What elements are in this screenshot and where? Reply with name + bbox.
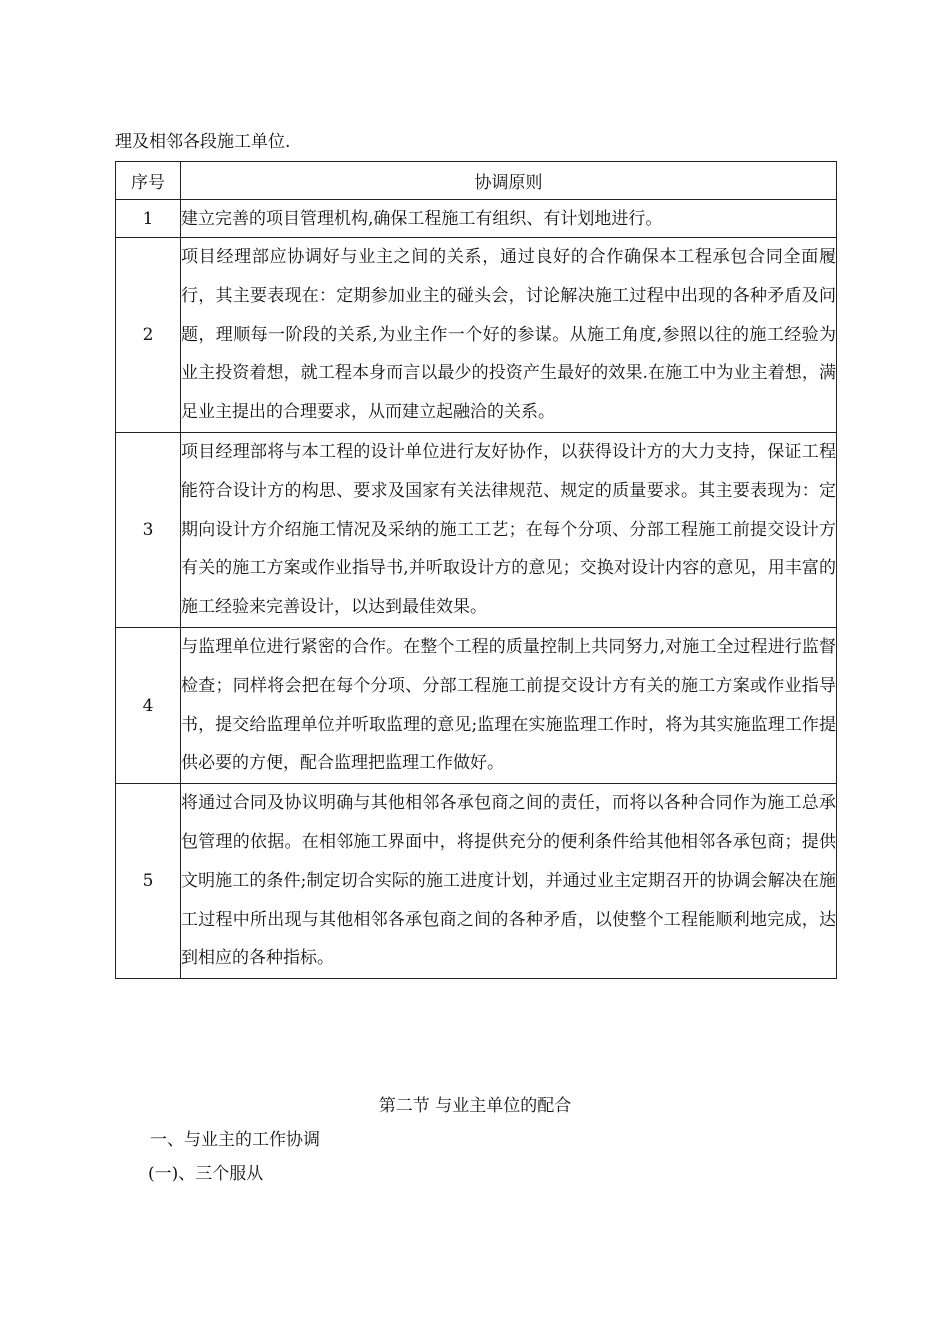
- intro-line: 理及相邻各段施工单位.: [115, 132, 291, 152]
- row-serial-number: 1: [116, 200, 181, 238]
- row-principle-text: 与监理单位进行紧密的合作。在整个工程的质量控制上共同努力,对施工全过程进行监督检查；同样将会把在每个分项、分部工程施工前提交设计方有关的施工方案或作业指导书，提交给监理单位并听取监理的意见;监理在实施监理工作时，将为其实施监理工作提供必要的方便，配合监理把监理工作做好。: [181, 627, 837, 783]
- header-serial-number: 序号: [116, 162, 181, 200]
- coordination-principles-table: [115, 161, 837, 979]
- table-row: [116, 784, 837, 979]
- heading-three-obeys: (一)、三个服从: [148, 1164, 264, 1184]
- table-row: [116, 200, 837, 238]
- row-serial-number: 4: [116, 627, 181, 783]
- row-principle-text: 项目经理部将与本工程的设计单位进行友好协作，以获得设计方的大力支持，保证工程能符合设计方的构思、要求及国家有关法律规范、规定的质量要求。其主要表现为：定期向设计方介绍施工情况及采纳的施工工艺；在每个分项、分部工程施工前提交设计方有关的施工方案或作业指导书,并听取设计方的意见；交换对设计内容的意见，用丰富的施工经验来完善设计，以达到最佳效果。: [181, 432, 837, 627]
- heading-owner-coordination: 一、与业主的工作协调: [150, 1130, 320, 1150]
- row-serial-number: 3: [116, 432, 181, 627]
- table-row: [116, 432, 837, 627]
- row-principle-text: 项目经理部应协调好与业主之间的关系，通过良好的合作确保本工程承包合同全面履行，其主要表现在：定期参加业主的碰头会，讨论解决施工过程中出现的各种矛盾及问题，理顺每一阶段的关系,为业主作一个好的参谋。从施工角度,参照以往的施工经验为业主投资着想，就工程本身而言以最少的投资产生最好的效果.在施工中为业主着想，满足业主提出的合理要求，从而建立起融洽的关系。: [181, 238, 837, 433]
- table-header-row: [116, 162, 837, 200]
- table-row: [116, 627, 837, 783]
- row-serial-number: 2: [116, 238, 181, 433]
- row-principle-text: 建立完善的项目管理机构,确保工程施工有组织、有计划地进行。: [181, 200, 837, 238]
- row-principle-text: 将通过合同及协议明确与其他相邻各承包商之间的责任，而将以各种合同作为施工总承包管理的依据。在相邻施工界面中，将提供充分的便利条件给其他相邻各承包商；提供文明施工的条件;制定切合实际的施工进度计划，并通过业主定期召开的协调会解决在施工过程中所出现与其他相邻各承包商之间的各种矛盾，以使整个工程能顺利地完成，达到相应的各种指标。: [181, 784, 837, 979]
- section-title: 第二节 与业主单位的配合: [378, 1096, 572, 1116]
- row-serial-number: 5: [116, 784, 181, 979]
- header-coordination-principle: 协调原则: [181, 162, 837, 200]
- table-row: [116, 238, 837, 433]
